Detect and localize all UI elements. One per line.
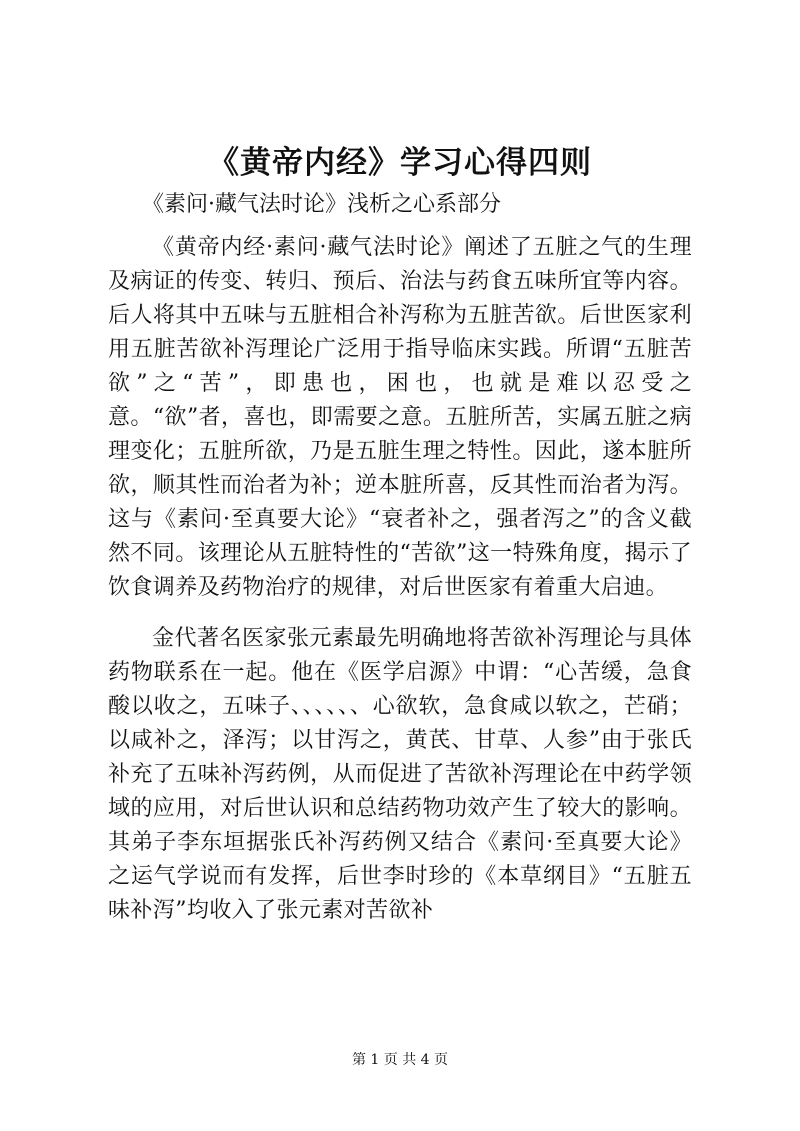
paragraph-2: 金代著名医家张元素最先明确地将苦欲补泻理论与具体药物联系在一起。他在《医学启源》中谓：“心苦缓，急食酸以收之，五味子、、、、、、心欲软，急食咸以软之，芒硝；以咸补之，泽泻；以甘泻之，黄芪、甘草、人参”由于张氏补充了五味补泻药例，从而促进了苦欲补泻理论在中药学领域的应用，对后世认识和总结药物功效产生了较大的影响。其弟子李东垣据张氏补泻药例又结合《素问·至真要大论》之运气学说而有发挥，后世李时珍的《本草纲目》“五脏五味补泻”均收入了张元素对苦欲补	[108, 626, 692, 923]
page-footer: 第 1 页 共 4 页	[351, 1052, 449, 1068]
paragraph-1: 《黄帝内经·素问·藏气法时论》阐述了五脏之气的生理及病证的传变、转归、预后、治法与药食五味所宜等内容。后人将其中五味与五脏相合补泻称为五脏苦欲。后世医家利用五脏苦欲补泻理论广泛用于指导临床实践。所谓“五脏苦欲”之“苦”，即患也，困也，也就是难以忍受之意。“欲”者，喜也，即需要之意。五脏所苦，实属五脏之病理变化；五脏所欲，乃是五脏生理之特性。因此，遂本脏所欲，顺其性而治者为补；逆本脏所喜，反其性而治者为泻。这与《素问·至真要大论》“衰者补之，强者泻之”的含义截然不同。该理论从五脏特性的“苦欲”这一特殊角度，揭示了饮食调养及药物治疗的规律，对后世医家有着重大启迪。	[108, 235, 692, 600]
document-body	[108, 188, 692, 928]
section-subtitle: 《素问·藏气法时论》浅析之心系部分	[142, 192, 501, 217]
document-title: 《黄帝内经》学习心得四则	[208, 145, 592, 181]
